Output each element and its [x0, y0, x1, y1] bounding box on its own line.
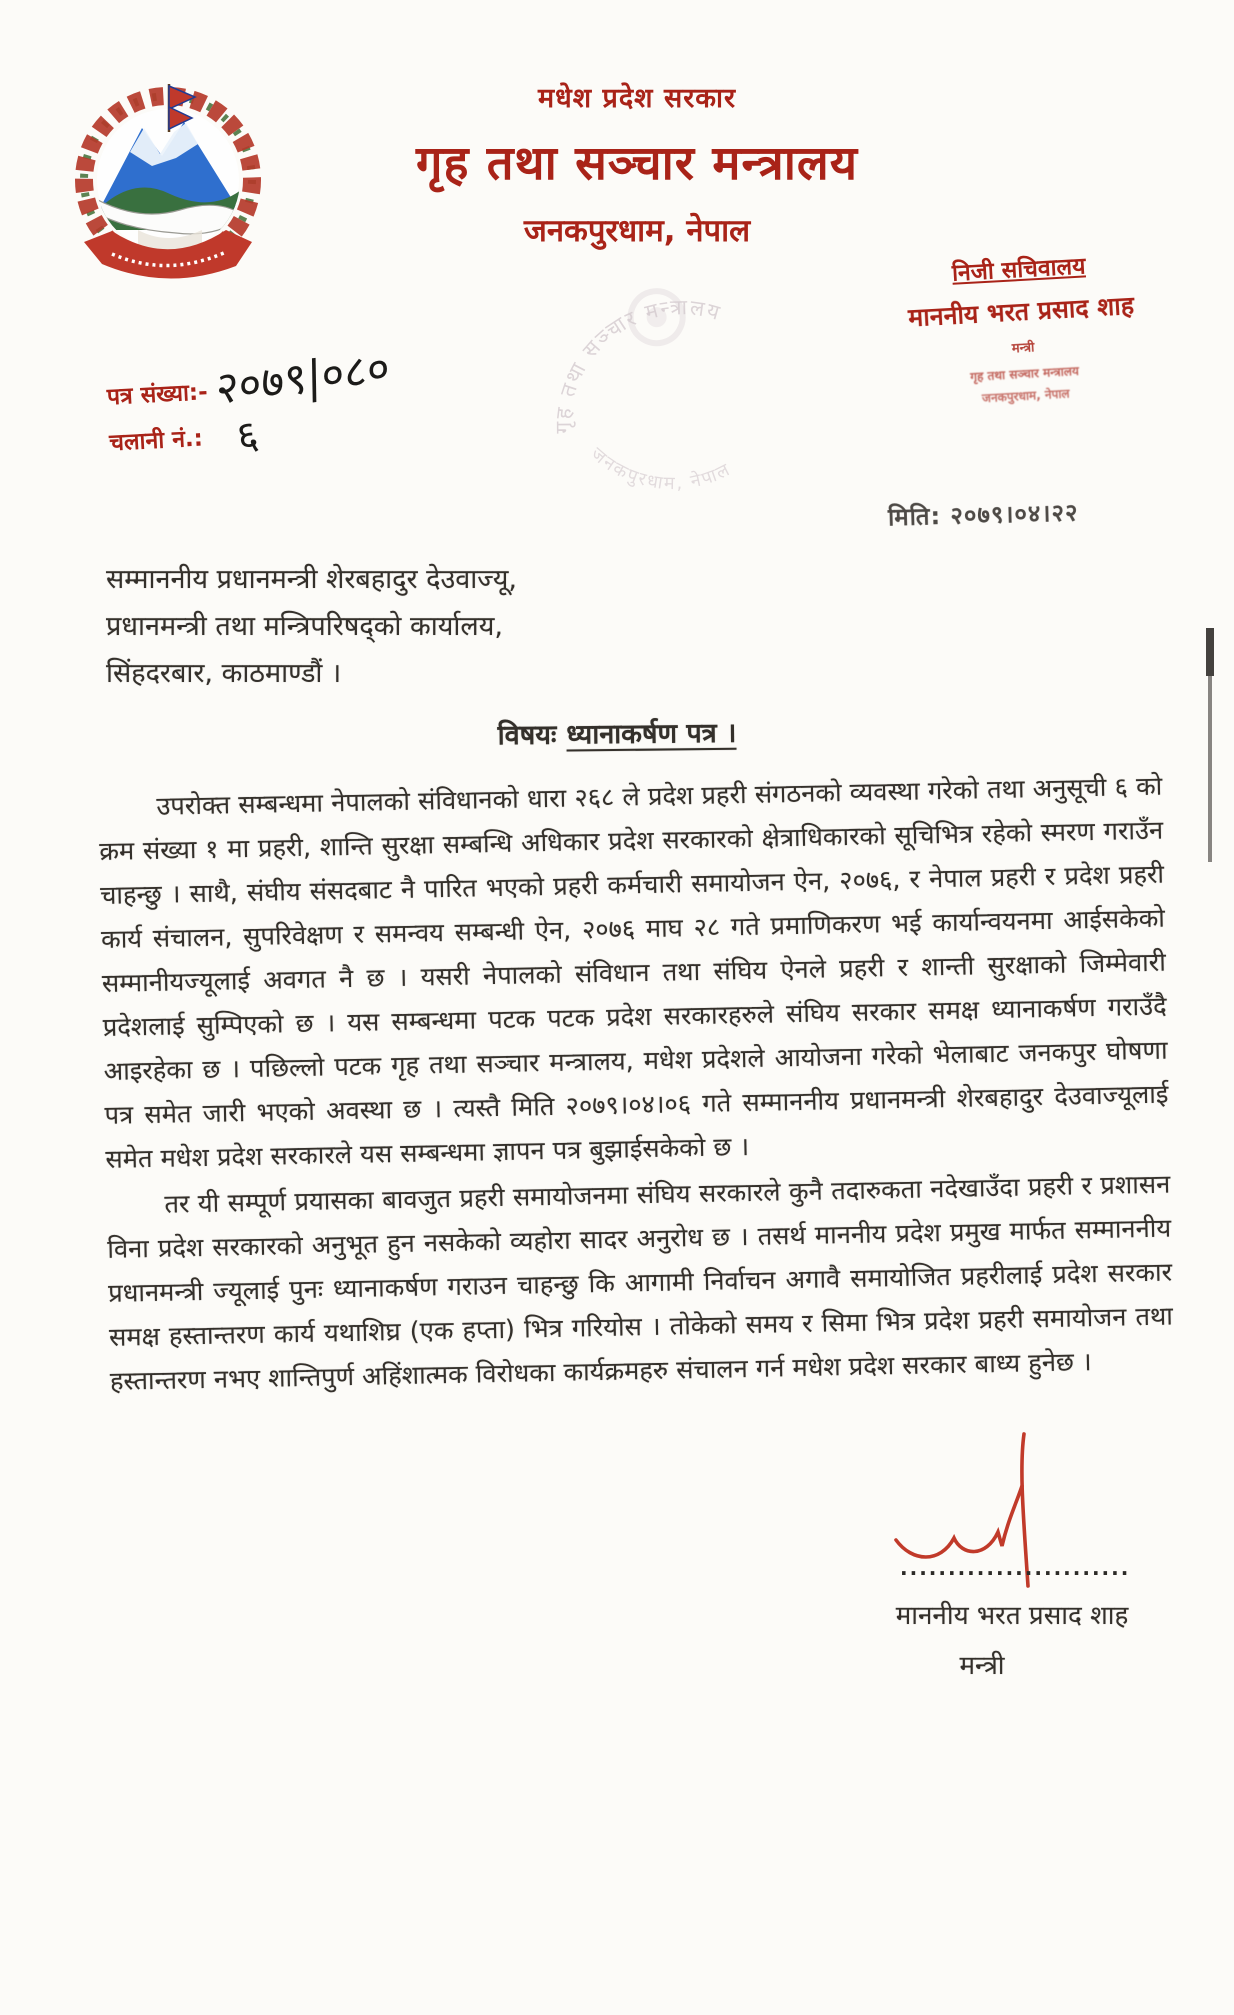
letterhead-place: जनकपुरधाम, नेपाल — [523, 213, 751, 249]
secretariat-block — [868, 244, 1176, 413]
secretariat-post: मन्त्री — [1011, 340, 1035, 357]
secretariat-place: जनकपुरधाम, नेपाल — [981, 386, 1070, 406]
addressee-line3: सिंहदरबार, काठमाण्डौं । — [106, 658, 342, 689]
dispatch-number-value: ६ — [233, 411, 262, 461]
letterhead — [257, 78, 1017, 251]
svg-text:जनकपुरधाम, नेपाल — [584, 414, 736, 516]
addressee-line2: प्रधानमन्त्री तथा मन्त्रिपरिषद्को कार्यालय, — [106, 611, 503, 642]
signature-dotted-line: ........................ — [900, 1556, 1131, 1580]
stamp-line1: गृह तथा सञ्चार मन्त्रालय — [550, 295, 725, 434]
secretariat-office: गृह तथा सञ्चार मन्त्रालय — [969, 363, 1080, 384]
date-line: मिति: २०७९।०४।२२ — [887, 498, 1079, 532]
svg-text:गृह तथा सञ्चार मन्त्रालय — [525, 282, 746, 439]
scan-edge-artifact — [1206, 628, 1214, 676]
letter-number-value: २०७९|०८० — [215, 342, 390, 415]
signatory-post: मन्त्री — [959, 1651, 1005, 1681]
stamp-line2: जनकपुरधाम, नेपाल — [586, 443, 735, 495]
signatory-name: माननीय भरत प्रसाद शाह — [895, 1601, 1129, 1631]
nepal-coat-of-arms-icon — [68, 70, 268, 302]
letter-number-label: पत्र संख्या:- — [106, 379, 209, 411]
subject-line — [0, 708, 1234, 758]
body-paragraph-2: तर यी सम्पूर्ण प्रयासका बावजुत प्रहरी समायोजनमा संघिय सरकारले कुनै तदारुकता नदेखाउँदा प्रहरी र प्रशासन विना प्रदेश सरकारको अनुभूत हुन नसकेको व्यहोरा सादर अनुरोध छ । तसर्थ माननीय प्रदेश प्रमुख मार्फत सम्माननीय प्रधानमन्त्री ज्यूलाई पुनः ध्यानाकर्षण गराउन चाहन्छु कि आगामी निर्वाचन अगावै समायोजित प्रहरीलाई प्रदेश सरकार समक्ष हस्तान्तरण कार्य यथाशिघ्र (एक हप्ता) भित्र गरियोस । तोकेको समय र सिमा भित्र प्रदेश प्रहरी समायोजन तथा हस्तान्तरण नभए शान्तिपुर्ण अहिंशात्मक विरोधका कार्यक्रमहरु संचालन गर्न मधेश प्रदेश सरकार बाध्य हुनेछ । — [107, 1169, 1174, 1397]
letterhead-ministry: गृह तथा सञ्चार मन्त्रालय — [415, 136, 859, 191]
scan-edge-artifact — [1208, 676, 1212, 862]
subject-label: विषयः — [497, 719, 557, 752]
addressee-line1: सम्माननीय प्रधानमन्त्री शेरबहादुर देउवाज्यू, — [106, 564, 517, 595]
secretariat-title: निजी सचिवालय — [951, 253, 1087, 287]
secretariat-name: माननीय भरत प्रसाद शाह — [907, 290, 1135, 333]
reference-block — [106, 342, 394, 462]
addressee-block — [106, 556, 517, 697]
body-paragraph-1: उपरोक्त सम्बन्धमा नेपालको संविधानको धारा २६८ ले प्रदेश प्रहरी संगठनको व्यवस्था गरेको तथा अनुसूची ६ को क्रम संख्या १ मा प्रहरी, शान्ति सुरक्षा सम्बन्धि अधिकार प्रदेश सरकारको क्षेत्राधिकारको सूचिभित्र रहेको स्मरण गराउँन चाहन्छु । साथै, संघीय संसदबाट नै पारित भएको प्रहरी कर्मचारी समायोजन ऐन, २०७६, र नेपाल प्रहरी र प्रदेश प्रहरी कार्य संचालन, सुपरिवेक्षण र समन्वय सम्बन्धी ऐन, २०७६ माघ २८ गते प्रमाणिकरण भई कार्यान्वयनमा आईसकेको सम्मानीयज्यूलाई अवगत नै छ । यसरी नेपालको संविधान तथा संघिय ऐनले प्रहरी र शान्ती सुरक्षाको जिम्मेवारी प्रदेशलाई सुम्पिएको छ । यस सम्बन्धमा पटक पटक प्रदेश सरकारहरुले संघिय सरकार समक्ष ध्यानाकर्षण गराउँदै आइरहेका छ । पछिल्लो पटक गृह तथा सञ्चार मन्त्रालय, मधेश प्रदेशले आयोजना गरेको भेलाबाट जनकपुर घोषणा पत्र समेत जारी भएको अवस्था छ । त्यस्तै मिति २०७९।०४।०६ गते सम्माननीय प्रधानमन्त्री शेरबहादुर देउवाज्यूलाई समेत मधेश प्रदेश सरकारले यस सम्बन्धमा ज्ञापन पत्र बुझाईसकेको छ । — [99, 771, 1169, 1175]
subject-text: ध्यानाकर्षण पत्र । — [566, 717, 737, 751]
letterhead-government: मधेश प्रदेश सरकार — [537, 83, 737, 114]
letter-body — [98, 765, 1174, 1404]
office-stamp — [492, 210, 828, 534]
dispatch-number-label: चलानी नं.: — [108, 425, 204, 457]
